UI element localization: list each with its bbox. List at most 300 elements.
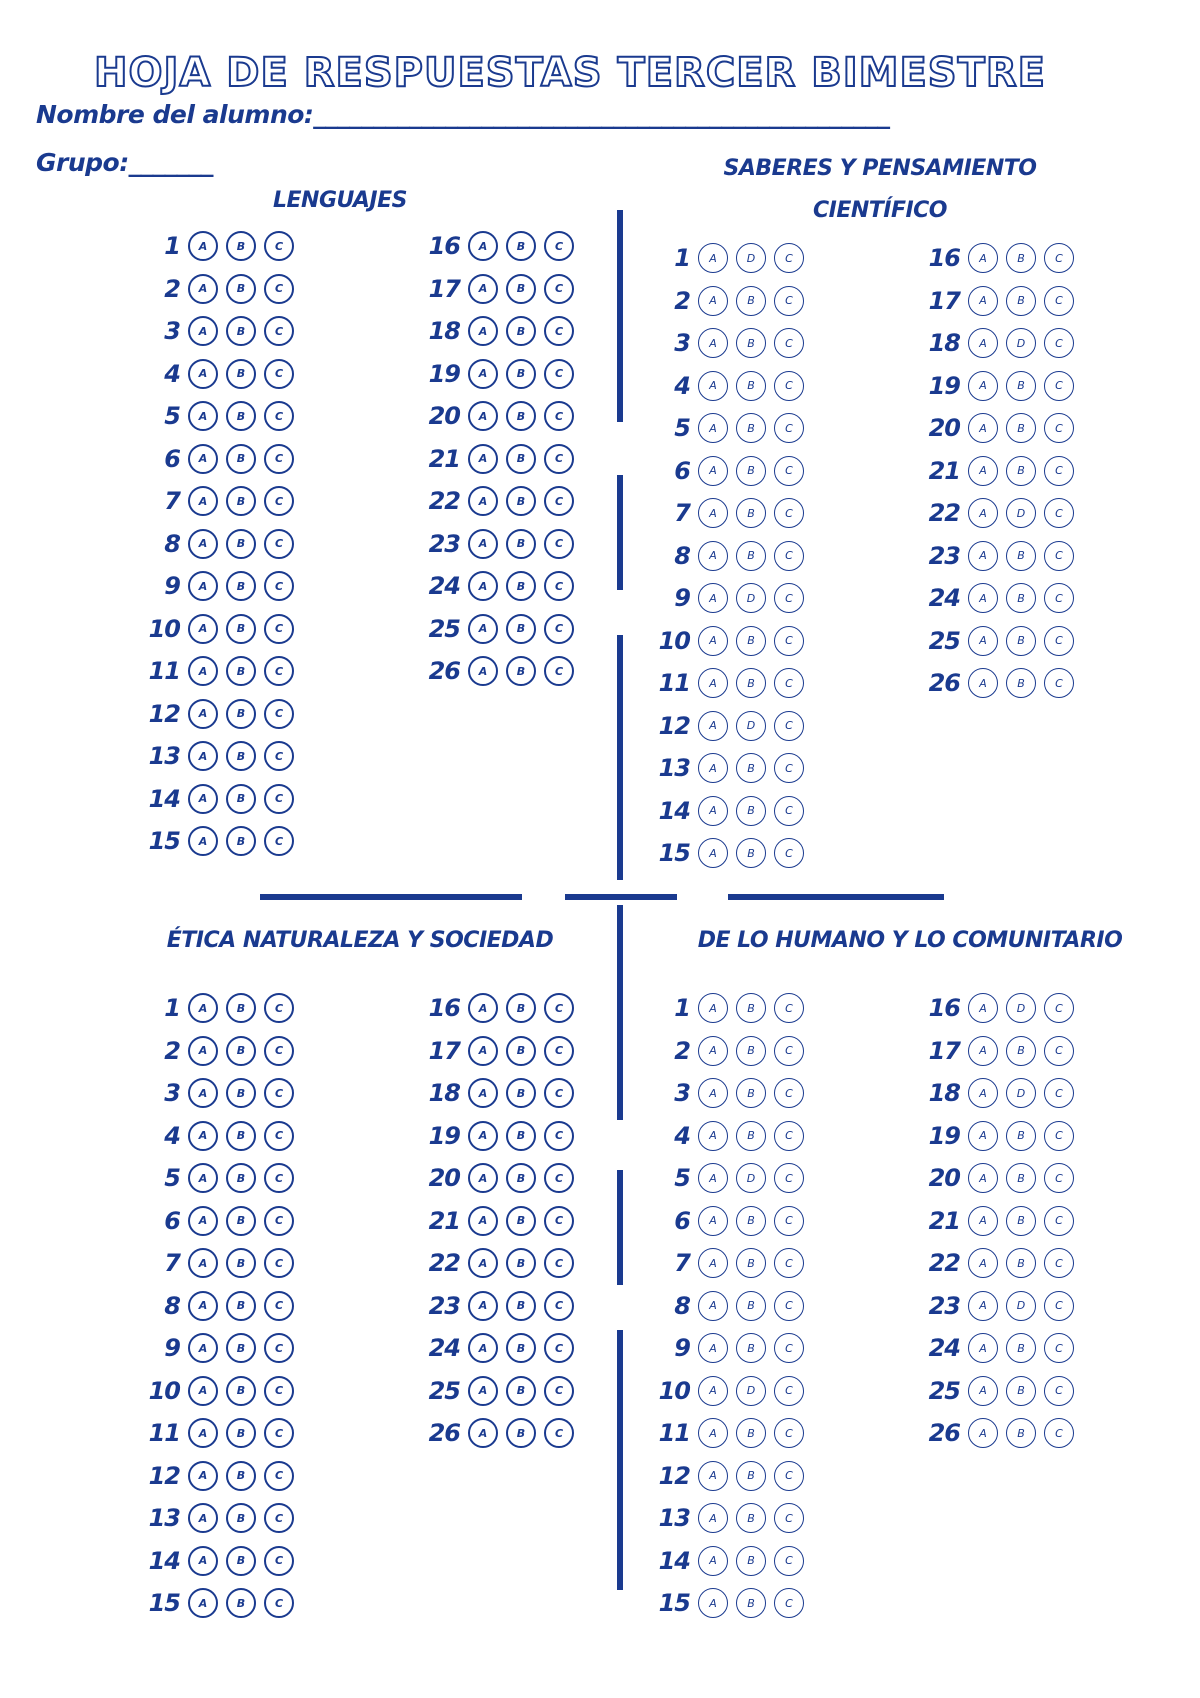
answer-bubble[interactable]: A — [468, 1333, 498, 1363]
answer-bubble[interactable]: C — [264, 1376, 294, 1406]
answer-bubble[interactable]: A — [188, 1333, 218, 1363]
answer-bubble[interactable]: C — [774, 583, 804, 613]
answer-bubble[interactable]: A — [188, 231, 218, 261]
answer-bubble[interactable]: B — [226, 486, 256, 516]
answer-bubble[interactable]: A — [698, 1588, 728, 1618]
answer-bubble[interactable]: A — [698, 243, 728, 273]
answer-bubble[interactable]: A — [698, 1291, 728, 1321]
answer-bubble[interactable]: B — [736, 993, 766, 1023]
answer-bubble[interactable]: C — [774, 1121, 804, 1151]
answer-bubble[interactable]: A — [188, 993, 218, 1023]
answer-bubble[interactable]: B — [1006, 583, 1036, 613]
answer-bubble[interactable]: A — [188, 274, 218, 304]
answer-bubble[interactable]: B — [226, 1248, 256, 1278]
answer-bubble[interactable]: B — [1006, 1121, 1036, 1151]
answer-bubble[interactable]: A — [188, 486, 218, 516]
answer-bubble[interactable]: B — [1006, 1418, 1036, 1448]
answer-bubble[interactable]: C — [774, 1546, 804, 1576]
answer-bubble[interactable]: C — [264, 529, 294, 559]
answer-bubble[interactable]: B — [226, 529, 256, 559]
answer-bubble[interactable]: B — [736, 413, 766, 443]
answer-bubble[interactable]: A — [698, 668, 728, 698]
answer-bubble[interactable]: B — [1006, 413, 1036, 443]
answer-bubble[interactable]: B — [506, 529, 536, 559]
answer-bubble[interactable]: C — [774, 668, 804, 698]
answer-bubble[interactable]: A — [968, 243, 998, 273]
answer-bubble[interactable]: B — [506, 1121, 536, 1151]
answer-bubble[interactable]: B — [226, 274, 256, 304]
answer-bubble[interactable]: C — [264, 316, 294, 346]
answer-bubble[interactable]: B — [226, 1291, 256, 1321]
answer-bubble[interactable]: A — [968, 456, 998, 486]
answer-bubble[interactable]: C — [544, 1418, 574, 1448]
answer-bubble[interactable]: C — [1044, 583, 1074, 613]
answer-bubble[interactable]: A — [468, 656, 498, 686]
answer-bubble[interactable]: C — [264, 1418, 294, 1448]
answer-bubble[interactable]: C — [1044, 1078, 1074, 1108]
answer-bubble[interactable]: A — [188, 1036, 218, 1066]
answer-bubble[interactable]: C — [264, 614, 294, 644]
answer-bubble[interactable]: A — [468, 1291, 498, 1321]
answer-bubble[interactable]: C — [1044, 371, 1074, 401]
answer-bubble[interactable]: B — [226, 656, 256, 686]
answer-bubble[interactable]: A — [968, 1248, 998, 1278]
answer-bubble[interactable]: C — [774, 796, 804, 826]
answer-bubble[interactable]: C — [264, 1163, 294, 1193]
answer-bubble[interactable]: A — [698, 371, 728, 401]
answer-bubble[interactable]: D — [1006, 1078, 1036, 1108]
answer-bubble[interactable]: C — [544, 1078, 574, 1108]
answer-bubble[interactable]: B — [1006, 541, 1036, 571]
answer-bubble[interactable]: C — [264, 231, 294, 261]
answer-bubble[interactable]: A — [188, 699, 218, 729]
answer-bubble[interactable]: C — [774, 541, 804, 571]
answer-bubble[interactable]: B — [736, 328, 766, 358]
answer-bubble[interactable]: C — [774, 1206, 804, 1236]
answer-bubble[interactable]: A — [698, 328, 728, 358]
answer-bubble[interactable]: A — [698, 583, 728, 613]
answer-bubble[interactable]: B — [736, 1333, 766, 1363]
answer-bubble[interactable]: A — [188, 359, 218, 389]
answer-bubble[interactable]: A — [698, 1546, 728, 1576]
answer-bubble[interactable]: A — [468, 1248, 498, 1278]
answer-bubble[interactable]: C — [264, 1333, 294, 1363]
answer-bubble[interactable]: C — [1044, 286, 1074, 316]
answer-bubble[interactable]: C — [264, 993, 294, 1023]
answer-bubble[interactable]: A — [698, 541, 728, 571]
answer-bubble[interactable]: C — [544, 231, 574, 261]
answer-bubble[interactable]: A — [188, 316, 218, 346]
answer-bubble[interactable]: C — [774, 1376, 804, 1406]
answer-bubble[interactable]: A — [968, 1206, 998, 1236]
answer-bubble[interactable]: C — [774, 626, 804, 656]
answer-bubble[interactable]: C — [1044, 1121, 1074, 1151]
answer-bubble[interactable]: B — [226, 359, 256, 389]
answer-bubble[interactable]: A — [968, 1418, 998, 1448]
answer-bubble[interactable]: A — [188, 784, 218, 814]
answer-bubble[interactable]: A — [468, 571, 498, 601]
answer-bubble[interactable]: C — [774, 1461, 804, 1491]
answer-bubble[interactable]: C — [774, 1503, 804, 1533]
answer-bubble[interactable]: B — [506, 1078, 536, 1108]
answer-bubble[interactable]: A — [468, 359, 498, 389]
answer-bubble[interactable]: A — [698, 993, 728, 1023]
answer-bubble[interactable]: A — [698, 1036, 728, 1066]
answer-bubble[interactable]: B — [1006, 456, 1036, 486]
answer-bubble[interactable]: A — [468, 1163, 498, 1193]
answer-bubble[interactable]: A — [698, 753, 728, 783]
answer-bubble[interactable]: A — [698, 1503, 728, 1533]
answer-bubble[interactable]: C — [264, 359, 294, 389]
answer-bubble[interactable]: C — [544, 359, 574, 389]
answer-bubble[interactable]: A — [188, 1121, 218, 1151]
answer-bubble[interactable]: C — [774, 1588, 804, 1618]
answer-bubble[interactable]: B — [226, 444, 256, 474]
answer-bubble[interactable]: C — [264, 571, 294, 601]
answer-bubble[interactable]: B — [736, 541, 766, 571]
answer-bubble[interactable]: B — [1006, 1163, 1036, 1193]
answer-bubble[interactable]: C — [1044, 541, 1074, 571]
answer-bubble[interactable]: A — [468, 993, 498, 1023]
answer-bubble[interactable]: D — [1006, 1291, 1036, 1321]
answer-bubble[interactable]: C — [1044, 1163, 1074, 1193]
answer-bubble[interactable]: C — [774, 838, 804, 868]
answer-bubble[interactable]: B — [736, 796, 766, 826]
answer-bubble[interactable]: B — [226, 1503, 256, 1533]
answer-bubble[interactable]: A — [468, 1078, 498, 1108]
answer-bubble[interactable]: C — [544, 614, 574, 644]
answer-bubble[interactable]: A — [188, 826, 218, 856]
answer-bubble[interactable]: C — [774, 371, 804, 401]
answer-bubble[interactable]: B — [1006, 1036, 1036, 1066]
answer-bubble[interactable]: A — [188, 1248, 218, 1278]
answer-bubble[interactable]: A — [468, 316, 498, 346]
answer-bubble[interactable]: D — [736, 243, 766, 273]
answer-bubble[interactable]: A — [188, 444, 218, 474]
answer-bubble[interactable]: A — [968, 1376, 998, 1406]
answer-bubble[interactable]: C — [264, 1078, 294, 1108]
answer-bubble[interactable]: C — [774, 711, 804, 741]
answer-bubble[interactable]: C — [1044, 1418, 1074, 1448]
answer-bubble[interactable]: C — [544, 656, 574, 686]
answer-bubble[interactable]: C — [544, 1036, 574, 1066]
answer-bubble[interactable]: A — [188, 1503, 218, 1533]
answer-bubble[interactable]: A — [968, 668, 998, 698]
answer-bubble[interactable]: A — [468, 444, 498, 474]
answer-bubble[interactable]: B — [506, 1036, 536, 1066]
answer-bubble[interactable]: A — [698, 711, 728, 741]
answer-bubble[interactable]: C — [1044, 243, 1074, 273]
answer-bubble[interactable]: A — [468, 1206, 498, 1236]
answer-bubble[interactable]: B — [506, 444, 536, 474]
answer-bubble[interactable]: C — [774, 1333, 804, 1363]
answer-bubble[interactable]: C — [544, 1248, 574, 1278]
answer-bubble[interactable]: A — [698, 1078, 728, 1108]
answer-bubble[interactable]: A — [468, 529, 498, 559]
answer-bubble[interactable]: B — [1006, 1248, 1036, 1278]
answer-bubble[interactable]: C — [774, 243, 804, 273]
answer-bubble[interactable]: B — [506, 316, 536, 346]
answer-bubble[interactable]: B — [226, 1163, 256, 1193]
answer-bubble[interactable]: A — [968, 626, 998, 656]
answer-bubble[interactable]: A — [188, 614, 218, 644]
answer-bubble[interactable]: D — [1006, 993, 1036, 1023]
answer-bubble[interactable]: C — [1044, 413, 1074, 443]
answer-bubble[interactable]: A — [968, 1078, 998, 1108]
answer-bubble[interactable]: B — [226, 1333, 256, 1363]
answer-bubble[interactable]: C — [264, 1461, 294, 1491]
answer-bubble[interactable]: B — [736, 371, 766, 401]
answer-bubble[interactable]: C — [264, 1291, 294, 1321]
answer-bubble[interactable]: B — [506, 1376, 536, 1406]
answer-bubble[interactable]: A — [968, 371, 998, 401]
answer-bubble[interactable]: C — [774, 993, 804, 1023]
answer-bubble[interactable]: A — [188, 1461, 218, 1491]
answer-bubble[interactable]: C — [1044, 1333, 1074, 1363]
answer-bubble[interactable]: B — [506, 993, 536, 1023]
answer-bubble[interactable]: B — [506, 656, 536, 686]
answer-bubble[interactable]: A — [968, 286, 998, 316]
answer-bubble[interactable]: A — [698, 1461, 728, 1491]
answer-bubble[interactable]: A — [188, 1376, 218, 1406]
answer-bubble[interactable]: B — [736, 1121, 766, 1151]
answer-bubble[interactable]: A — [968, 541, 998, 571]
answer-bubble[interactable]: B — [226, 1036, 256, 1066]
answer-bubble[interactable]: B — [226, 699, 256, 729]
answer-bubble[interactable]: C — [264, 401, 294, 431]
answer-bubble[interactable]: D — [736, 711, 766, 741]
answer-bubble[interactable]: C — [1044, 1376, 1074, 1406]
answer-bubble[interactable]: B — [736, 838, 766, 868]
answer-bubble[interactable]: B — [736, 668, 766, 698]
answer-bubble[interactable]: B — [506, 1163, 536, 1193]
answer-bubble[interactable]: B — [226, 993, 256, 1023]
answer-bubble[interactable]: C — [264, 1248, 294, 1278]
answer-bubble[interactable]: B — [506, 1248, 536, 1278]
answer-bubble[interactable]: C — [1044, 328, 1074, 358]
answer-bubble[interactable]: B — [736, 1078, 766, 1108]
answer-bubble[interactable]: A — [698, 1121, 728, 1151]
answer-bubble[interactable]: B — [226, 826, 256, 856]
answer-bubble[interactable]: B — [736, 1546, 766, 1576]
answer-bubble[interactable]: B — [506, 1418, 536, 1448]
answer-bubble[interactable]: B — [1006, 668, 1036, 698]
answer-bubble[interactable]: A — [188, 1163, 218, 1193]
answer-bubble[interactable]: A — [968, 328, 998, 358]
answer-bubble[interactable]: B — [1006, 626, 1036, 656]
answer-bubble[interactable]: B — [226, 1376, 256, 1406]
answer-bubble[interactable]: C — [264, 741, 294, 771]
answer-bubble[interactable]: B — [506, 231, 536, 261]
answer-bubble[interactable]: C — [544, 316, 574, 346]
answer-bubble[interactable]: B — [736, 1206, 766, 1236]
answer-bubble[interactable]: C — [264, 444, 294, 474]
answer-bubble[interactable]: B — [226, 1546, 256, 1576]
answer-bubble[interactable]: A — [468, 614, 498, 644]
answer-bubble[interactable]: C — [1044, 1036, 1074, 1066]
answer-bubble[interactable]: A — [968, 413, 998, 443]
answer-bubble[interactable]: C — [264, 1036, 294, 1066]
answer-bubble[interactable]: C — [1044, 456, 1074, 486]
answer-bubble[interactable]: C — [774, 413, 804, 443]
answer-bubble[interactable]: C — [774, 1418, 804, 1448]
answer-bubble[interactable]: A — [188, 571, 218, 601]
answer-bubble[interactable]: B — [226, 1121, 256, 1151]
answer-bubble[interactable]: A — [188, 741, 218, 771]
answer-bubble[interactable]: B — [226, 1588, 256, 1618]
answer-bubble[interactable]: A — [698, 1418, 728, 1448]
answer-bubble[interactable]: A — [698, 498, 728, 528]
answer-bubble[interactable]: A — [188, 1291, 218, 1321]
answer-bubble[interactable]: B — [226, 316, 256, 346]
answer-bubble[interactable]: C — [544, 993, 574, 1023]
answer-bubble[interactable]: C — [544, 529, 574, 559]
answer-bubble[interactable]: C — [264, 656, 294, 686]
answer-bubble[interactable]: B — [226, 1461, 256, 1491]
answer-bubble[interactable]: B — [1006, 243, 1036, 273]
answer-bubble[interactable]: C — [264, 274, 294, 304]
answer-bubble[interactable]: C — [264, 1121, 294, 1151]
answer-bubble[interactable]: B — [736, 1248, 766, 1278]
answer-bubble[interactable]: A — [188, 1546, 218, 1576]
answer-bubble[interactable]: C — [544, 1333, 574, 1363]
answer-bubble[interactable]: C — [544, 1206, 574, 1236]
answer-bubble[interactable]: D — [736, 1163, 766, 1193]
answer-bubble[interactable]: C — [774, 1078, 804, 1108]
answer-bubble[interactable]: A — [698, 456, 728, 486]
answer-bubble[interactable]: B — [736, 1588, 766, 1618]
answer-bubble[interactable]: C — [1044, 1206, 1074, 1236]
answer-bubble[interactable]: C — [1044, 668, 1074, 698]
answer-bubble[interactable]: C — [1044, 498, 1074, 528]
answer-bubble[interactable]: B — [736, 498, 766, 528]
answer-bubble[interactable]: C — [264, 699, 294, 729]
answer-bubble[interactable]: B — [1006, 1206, 1036, 1236]
answer-bubble[interactable]: B — [226, 1418, 256, 1448]
answer-bubble[interactable]: B — [736, 1291, 766, 1321]
answer-bubble[interactable]: C — [264, 1503, 294, 1533]
answer-bubble[interactable]: A — [188, 401, 218, 431]
answer-bubble[interactable]: B — [226, 1078, 256, 1108]
answer-bubble[interactable]: A — [468, 274, 498, 304]
answer-bubble[interactable]: A — [468, 1036, 498, 1066]
answer-bubble[interactable]: A — [968, 1291, 998, 1321]
answer-bubble[interactable]: C — [774, 1036, 804, 1066]
answer-bubble[interactable]: B — [736, 1461, 766, 1491]
answer-bubble[interactable]: C — [774, 286, 804, 316]
answer-bubble[interactable]: B — [1006, 286, 1036, 316]
answer-bubble[interactable]: A — [968, 1163, 998, 1193]
answer-bubble[interactable]: A — [698, 1206, 728, 1236]
answer-bubble[interactable]: A — [698, 413, 728, 443]
answer-bubble[interactable]: B — [226, 571, 256, 601]
student-name-field[interactable]: Nombre del alumno:________________________________________________ — [36, 100, 890, 129]
answer-bubble[interactable]: C — [774, 1291, 804, 1321]
answer-bubble[interactable]: A — [188, 529, 218, 559]
answer-bubble[interactable]: C — [1044, 993, 1074, 1023]
answer-bubble[interactable]: A — [698, 1333, 728, 1363]
answer-bubble[interactable]: C — [774, 456, 804, 486]
answer-bubble[interactable]: C — [544, 1291, 574, 1321]
answer-bubble[interactable]: C — [544, 1121, 574, 1151]
answer-bubble[interactable]: B — [506, 1291, 536, 1321]
answer-bubble[interactable]: A — [968, 1333, 998, 1363]
answer-bubble[interactable]: B — [736, 1418, 766, 1448]
answer-bubble[interactable]: D — [736, 583, 766, 613]
answer-bubble[interactable]: B — [506, 1333, 536, 1363]
answer-bubble[interactable]: B — [1006, 371, 1036, 401]
answer-bubble[interactable]: B — [736, 1503, 766, 1533]
answer-bubble[interactable]: C — [264, 486, 294, 516]
answer-bubble[interactable]: A — [468, 231, 498, 261]
answer-bubble[interactable]: C — [544, 274, 574, 304]
answer-bubble[interactable]: A — [468, 1418, 498, 1448]
answer-bubble[interactable]: C — [774, 1248, 804, 1278]
answer-bubble[interactable]: C — [264, 1206, 294, 1236]
answer-bubble[interactable]: B — [226, 1206, 256, 1236]
answer-bubble[interactable]: B — [506, 614, 536, 644]
answer-bubble[interactable]: C — [264, 1546, 294, 1576]
answer-bubble[interactable]: A — [698, 626, 728, 656]
answer-bubble[interactable]: C — [544, 1163, 574, 1193]
answer-bubble[interactable]: A — [188, 1206, 218, 1236]
answer-bubble[interactable]: D — [736, 1376, 766, 1406]
answer-bubble[interactable]: A — [698, 286, 728, 316]
answer-bubble[interactable]: B — [736, 456, 766, 486]
group-field[interactable]: Grupo:_______ — [36, 148, 213, 177]
answer-bubble[interactable]: C — [544, 1376, 574, 1406]
answer-bubble[interactable]: A — [468, 1376, 498, 1406]
answer-bubble[interactable]: B — [506, 1206, 536, 1236]
answer-bubble[interactable]: A — [468, 401, 498, 431]
answer-bubble[interactable]: B — [226, 784, 256, 814]
answer-bubble[interactable]: A — [188, 1078, 218, 1108]
answer-bubble[interactable]: A — [698, 1248, 728, 1278]
answer-bubble[interactable]: A — [698, 796, 728, 826]
answer-bubble[interactable]: B — [226, 231, 256, 261]
answer-bubble[interactable]: C — [774, 753, 804, 783]
answer-bubble[interactable]: B — [1006, 1376, 1036, 1406]
answer-bubble[interactable]: B — [1006, 1333, 1036, 1363]
answer-bubble[interactable]: A — [468, 486, 498, 516]
answer-bubble[interactable]: A — [968, 498, 998, 528]
answer-bubble[interactable]: B — [506, 486, 536, 516]
answer-bubble[interactable]: B — [736, 1036, 766, 1066]
answer-bubble[interactable]: C — [544, 401, 574, 431]
answer-bubble[interactable]: C — [264, 1588, 294, 1618]
answer-bubble[interactable]: C — [544, 444, 574, 474]
answer-bubble[interactable]: A — [188, 1418, 218, 1448]
answer-bubble[interactable]: A — [698, 838, 728, 868]
answer-bubble[interactable]: B — [506, 571, 536, 601]
answer-bubble[interactable]: D — [1006, 498, 1036, 528]
answer-bubble[interactable]: C — [774, 498, 804, 528]
answer-bubble[interactable]: B — [736, 753, 766, 783]
answer-bubble[interactable]: A — [698, 1163, 728, 1193]
answer-bubble[interactable]: C — [774, 1163, 804, 1193]
answer-bubble[interactable]: B — [506, 359, 536, 389]
answer-bubble[interactable]: A — [468, 1121, 498, 1151]
answer-bubble[interactable]: C — [544, 486, 574, 516]
answer-bubble[interactable]: C — [264, 784, 294, 814]
answer-bubble[interactable]: A — [188, 656, 218, 686]
answer-bubble[interactable]: C — [1044, 626, 1074, 656]
answer-bubble[interactable]: C — [774, 328, 804, 358]
answer-bubble[interactable]: A — [968, 993, 998, 1023]
answer-bubble[interactable]: A — [698, 1376, 728, 1406]
answer-bubble[interactable]: D — [1006, 328, 1036, 358]
answer-bubble[interactable]: C — [1044, 1248, 1074, 1278]
